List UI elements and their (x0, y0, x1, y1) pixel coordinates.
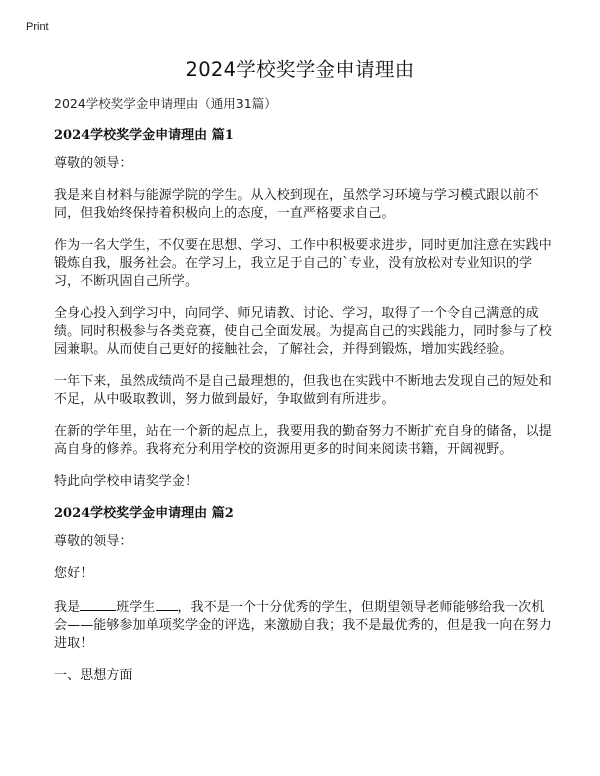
closing-line: 特此向学校申请奖学金！ (54, 474, 199, 489)
document-title: 2024学校奖学金申请理由 (185, 58, 415, 81)
paragraph: 一年下来，虽然成绩尚不是自己最理想的，但我也在实践中不断地去发现自己的短处和不足，从中吸取教训，努力做到最好，争取做到有所进步。 (54, 374, 552, 407)
document-subtitle: 2024学校奖学金申请理由（通用31篇） (54, 96, 277, 111)
print-link[interactable]: Print (26, 21, 49, 33)
blank-underline (156, 597, 178, 611)
point-heading: 一、思想方面 (54, 668, 133, 683)
section-heading-2: 2024学校奖学金申请理由 篇2 (54, 506, 234, 521)
document-body (54, 95, 554, 685)
intro-text-start: 我是 (54, 600, 81, 615)
blank-underline (80, 597, 116, 611)
paragraph: 我是来自材料与能源学院的学生。从入校到现在，虽然学习环境与学习模式跟以前不同，但我始终保持着积极向上的态度，一直严格要求自己。 (54, 188, 539, 221)
hello-line: 您好！ (54, 566, 94, 581)
greeting: 尊敬的领导： (54, 156, 133, 171)
paragraph: 全身心投入到学习中，向同学、师兄请教、讨论、学习，取得了一个令自己满意的成绩。同时积极参与各类竞赛，使自己全面发展。为提高自己的实践能力，同时参与了校园兼职。从而使自己更好的接触社会，了解社会，并得到锻炼，增加实践经验。 (54, 306, 552, 357)
greeting: 尊敬的领导： (54, 534, 133, 549)
section-heading-1: 2024学校奖学金申请理由 篇1 (54, 128, 234, 143)
intro-text-class: 班学生 (116, 600, 156, 615)
paragraph: 作为一名大学生，不仅要在思想、学习、工作中积极要求进步，同时更加注意在实践中锻炼自我，服务社会。在学习上，我立足于自己的`专业，没有放松对专业知识的学习，不断巩固自己所学。 (54, 238, 552, 289)
intro-text-rest: ，我不是一个十分优秀的学生，但期望领导老师能够给我一次机会——能够参加单项奖学金的评选，来激励自我；我不是最优秀的，但是我一向在努力进取！ (54, 600, 552, 651)
paragraph: 在新的学年里，站在一个新的起点上，我要用我的勤奋努力不断扩充自身的储备，以提高自身的修养。我将充分利用学校的资源用更多的时间来阅读书籍，开阔视野。 (54, 424, 552, 457)
intro-paragraph (54, 597, 554, 653)
